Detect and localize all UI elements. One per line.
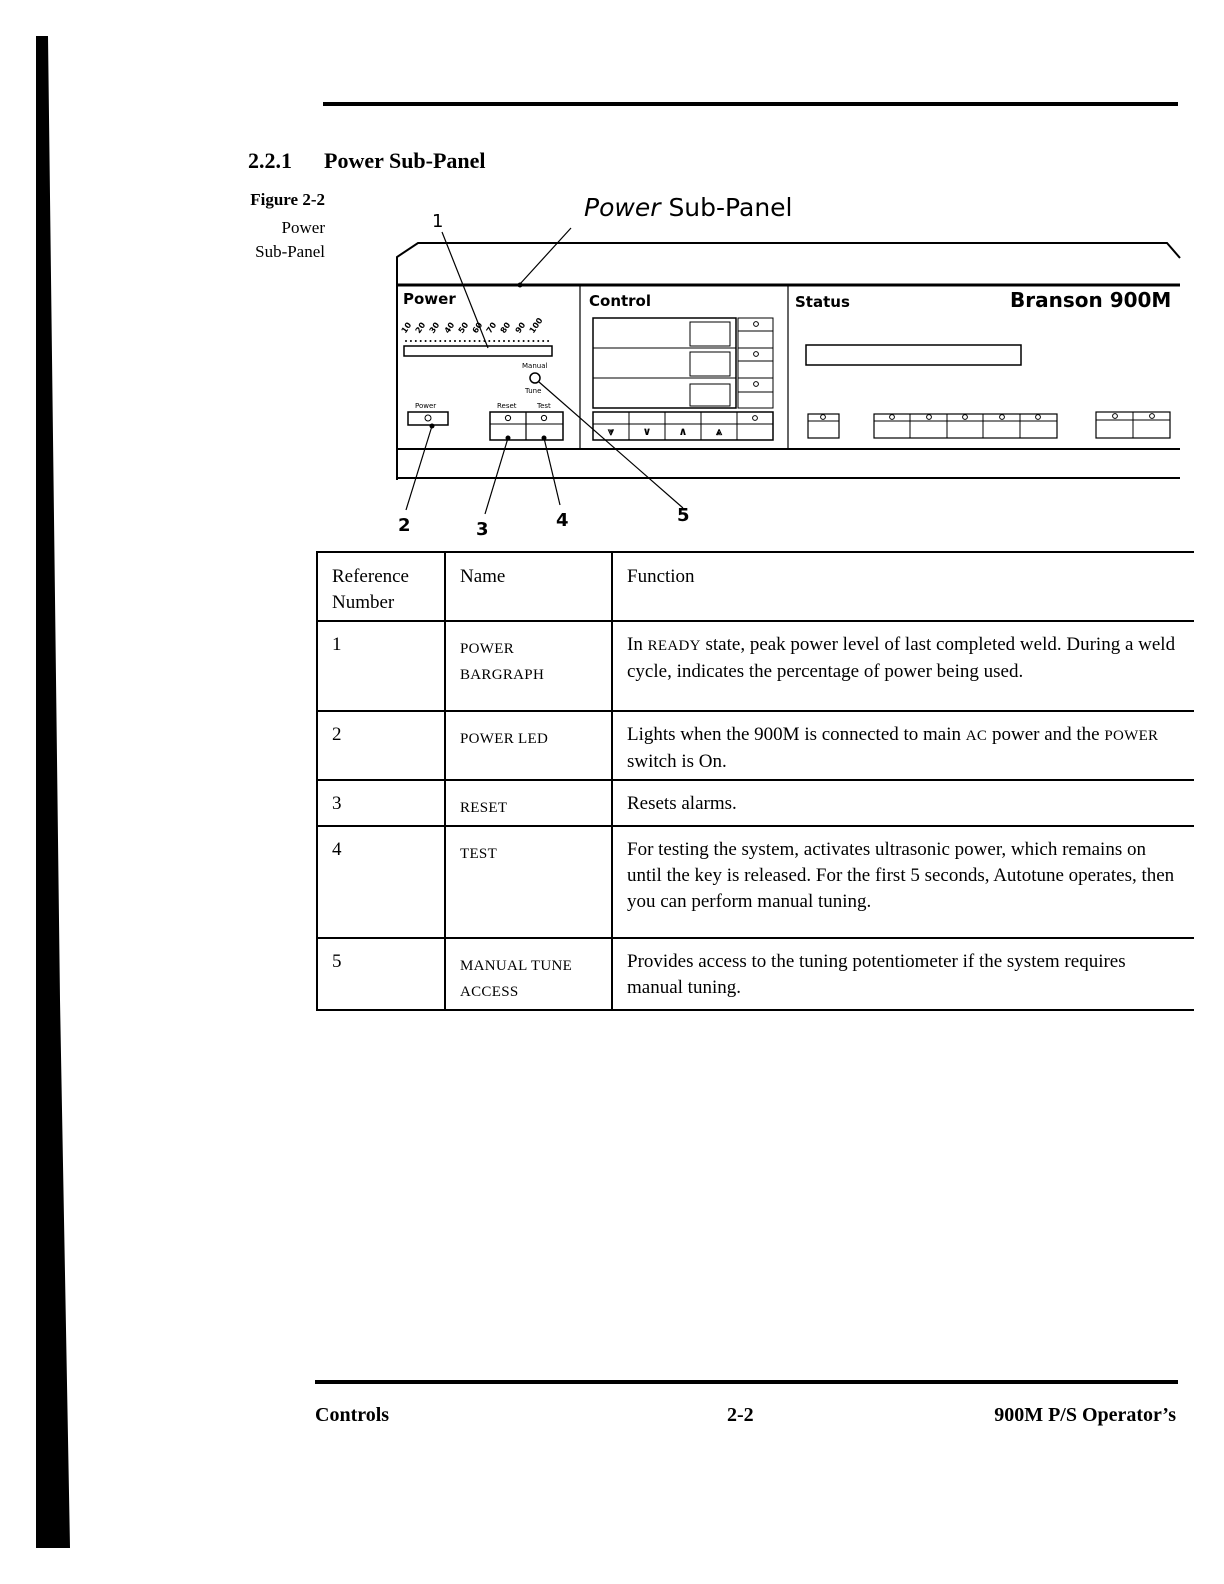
cell-reference-number: 3 — [317, 780, 445, 826]
function-text: For testing the system, activates ultrasonic power, which remains on until the key is released. For the first 5 seconds, Autotune operates, then you can perform manual tuning. — [627, 839, 1175, 912]
bargraph-tick-dot — [532, 340, 534, 342]
figure-title-rest: Sub-Panel — [668, 193, 793, 222]
table-row — [317, 826, 1194, 938]
bargraph-tick-dot — [498, 340, 500, 342]
cell-name — [445, 780, 612, 826]
cell-reference-number: 5 — [317, 938, 445, 1010]
bargraph-tick-dot — [415, 340, 417, 342]
small-caps-term: READY — [647, 638, 701, 654]
control-display-group — [593, 318, 736, 408]
function-text: power and the — [987, 724, 1105, 745]
footer-page-number: 2-2 — [727, 1404, 754, 1426]
bargraph-tick-dot — [430, 340, 432, 342]
cell-name-line: MANUAL TUNE — [460, 958, 573, 974]
bargraph-tick-dot — [523, 340, 525, 342]
figure-title-italic: Power — [584, 193, 661, 222]
reference-table — [316, 551, 1194, 1011]
bargraph-tick-dot — [444, 340, 446, 342]
bargraph-tick-label: 50 — [456, 320, 471, 335]
cell-name — [445, 938, 612, 1010]
callout-5: 5 — [677, 505, 690, 526]
function-text: In — [627, 634, 648, 655]
control-display-3 — [690, 384, 730, 406]
bargraph-tick-dot — [405, 340, 407, 342]
bargraph-tick-dot — [547, 340, 549, 342]
callout-1: 1 — [432, 211, 444, 232]
manual-label: Manual — [522, 362, 548, 370]
power-led — [425, 415, 431, 421]
cell-name-line: POWER LED — [460, 731, 549, 747]
table-row — [317, 780, 1194, 826]
power-panel-label: Power — [403, 290, 456, 308]
callout-2: 2 — [398, 515, 411, 536]
function-text: Provides access to the tuning potentiometer if the system requires manual tuning. — [627, 951, 1126, 998]
callout-4: 4 — [556, 510, 569, 531]
cell-name — [445, 711, 612, 780]
cell-name-line: BARGRAPH — [460, 667, 545, 683]
bargraph-tick-dot — [434, 340, 436, 342]
status-key-single — [808, 414, 839, 438]
bargraph-tick-dot — [503, 340, 505, 342]
manual-tune-access-hole — [530, 373, 540, 383]
function-text: Lights when the 900M is connected to main — [627, 724, 966, 745]
bargraph-tick-dot — [513, 340, 515, 342]
small-caps-term: POWER — [1104, 728, 1159, 744]
bargraph-tick-dot — [469, 340, 471, 342]
function-text: state, peak power level of last completed weld. During a weld cycle, indicates the percentage of power being used. — [627, 634, 1176, 682]
bargraph-tick-dot — [439, 340, 441, 342]
control-display-1 — [690, 322, 730, 346]
header-text: Number — [332, 592, 395, 613]
bargraph-tick-dot — [488, 340, 490, 342]
power-bargraph — [404, 346, 552, 356]
control-display-2 — [690, 352, 730, 376]
leader-5 — [539, 382, 683, 508]
header-name: Name — [445, 552, 612, 621]
power-subpanel-diagram — [0, 0, 1224, 560]
leader-2 — [406, 426, 432, 510]
status-panel-label: Status — [795, 293, 850, 311]
test-label: Test — [537, 402, 551, 410]
section-number: 2.2.1 — [248, 148, 292, 173]
figure-caption-line: Sub-Panel — [255, 242, 325, 261]
cell-reference-number: 2 — [317, 711, 445, 780]
bargraph-tick-dot — [474, 340, 476, 342]
cell-function — [612, 711, 1194, 780]
bargraph-tick-label: 20 — [413, 320, 428, 335]
reset-led — [505, 415, 510, 420]
footer-manual-title: 900M P/S Operator’s — [994, 1404, 1176, 1426]
bargraph-tick-label: 60 — [470, 320, 485, 335]
fast-up-key: ⩓ — [715, 425, 723, 438]
bargraph-tick-label: 10 — [399, 320, 414, 335]
down-key: ∨ — [642, 425, 652, 438]
bargraph-tick-dot — [508, 340, 510, 342]
bargraph-tick-dot — [518, 340, 520, 342]
chassis-top-outline — [397, 243, 1180, 290]
up-key: ∧ — [678, 425, 688, 438]
function-text: Resets alarms. — [627, 793, 737, 814]
cell-reference-number: 4 — [317, 826, 445, 938]
cell-name — [445, 826, 612, 938]
bargraph-tick-dot — [449, 340, 451, 342]
leader-title — [520, 228, 571, 284]
power-led-box — [408, 412, 448, 425]
figure-label: Figure 2-2 — [250, 190, 325, 209]
cell-function — [612, 780, 1194, 826]
cell-name-line: POWER — [460, 641, 514, 657]
function-text: switch is On. — [627, 751, 727, 772]
tune-label: Tune — [525, 387, 542, 395]
cell-name-line: RESET — [460, 800, 508, 816]
table-row — [317, 621, 1194, 711]
status-display — [806, 345, 1021, 365]
bargraph-tick-label: 100 — [527, 316, 545, 335]
footer-chapter: Controls — [315, 1404, 390, 1426]
header-reference-number — [317, 552, 445, 621]
test-led — [541, 415, 546, 420]
bargraph-tick-dot — [483, 340, 485, 342]
bargraph-tick-label: 80 — [499, 320, 513, 335]
small-caps-term: AC — [965, 728, 988, 744]
cell-name-line: ACCESS — [460, 984, 519, 1000]
brand-name: Branson 900M — [1010, 288, 1172, 312]
callout-3: 3 — [476, 519, 489, 540]
figure-caption-line: Power — [281, 218, 325, 237]
header-text: Reference — [332, 566, 409, 587]
bargraph-tick-dot — [542, 340, 544, 342]
bargraph-tick-dot — [454, 340, 456, 342]
fast-down-key: ⩔ — [607, 425, 615, 438]
bargraph-tick-dot — [537, 340, 539, 342]
bargraph-tick-dot — [528, 340, 530, 342]
cell-name-line: TEST — [460, 846, 498, 862]
table-row — [317, 711, 1194, 780]
control-panel-label: Control — [589, 292, 652, 310]
table-header-row — [317, 552, 1194, 621]
bargraph-tick-dot — [479, 340, 481, 342]
bargraph-tick-label: 40 — [442, 320, 456, 335]
bargraph-tick-dot — [410, 340, 412, 342]
power-led-label: Power — [415, 402, 437, 410]
cell-function — [612, 826, 1194, 938]
cell-name — [445, 621, 612, 711]
section-title: Power Sub-Panel — [324, 148, 486, 173]
bargraph-tick-label: 30 — [428, 320, 442, 335]
footer-rule — [315, 1380, 1178, 1384]
cell-function — [612, 621, 1194, 711]
bargraph-tick-label: 90 — [513, 320, 527, 335]
bargraph-tick-label: 70 — [484, 320, 499, 335]
header-function: Function — [612, 552, 1194, 621]
status-key-group — [874, 414, 1057, 438]
bargraph-tick-dot — [459, 340, 461, 342]
table-row — [317, 938, 1194, 1010]
bargraph-tick-dot — [420, 340, 422, 342]
bargraph-tick-dots — [405, 340, 549, 342]
reset-label: Reset — [497, 402, 517, 410]
cell-reference-number: 1 — [317, 621, 445, 711]
bargraph-tick-dot — [493, 340, 495, 342]
bargraph-tick-dot — [464, 340, 466, 342]
bargraph-tick-dot — [425, 340, 427, 342]
cell-function — [612, 938, 1194, 1010]
